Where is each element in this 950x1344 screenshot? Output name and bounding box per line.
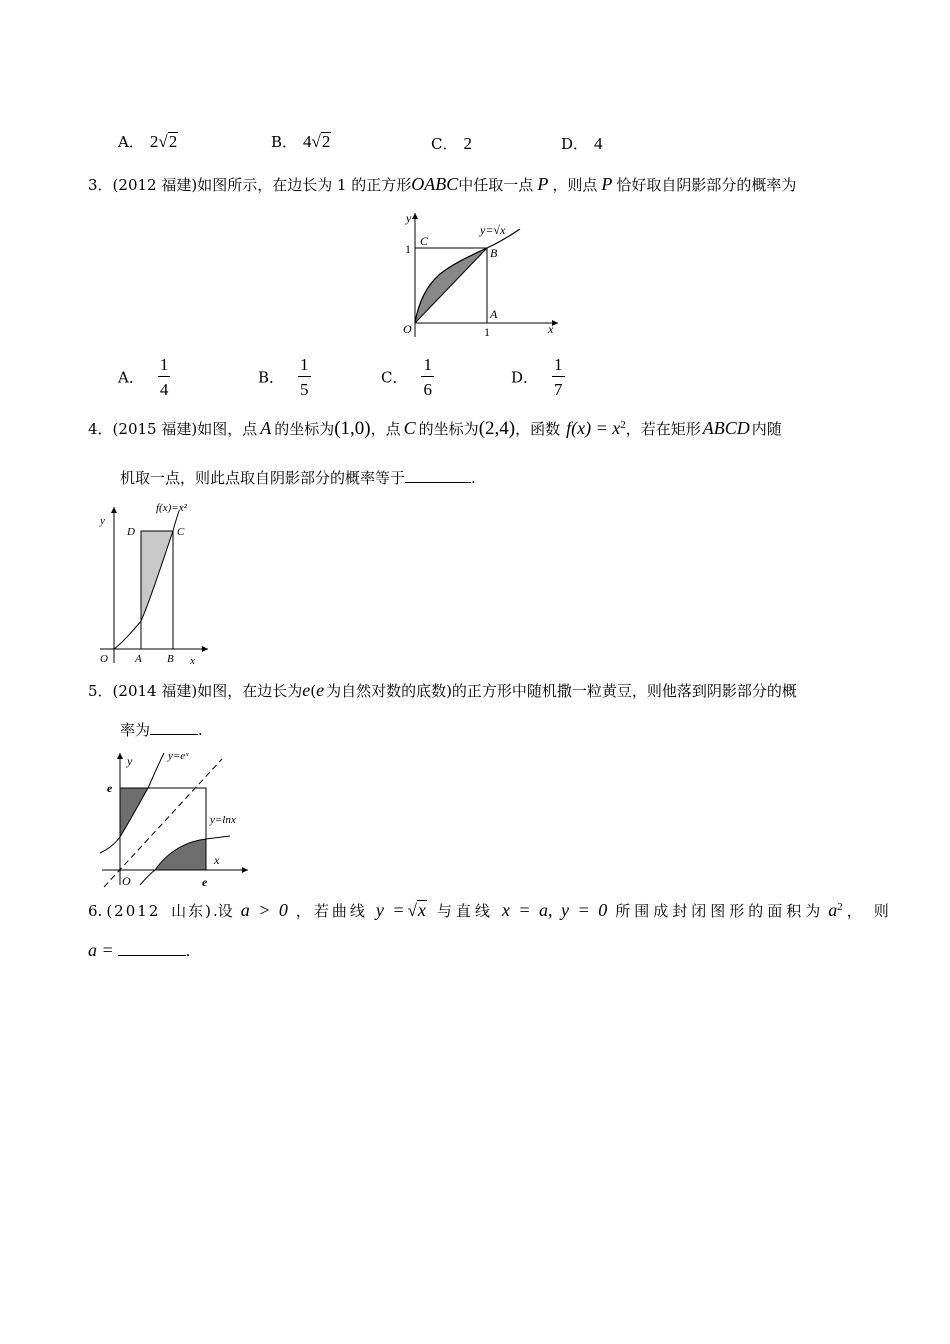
exp-curve-label: y=eˣ [168, 750, 189, 762]
q2-option-a: A． 2√2 [118, 132, 178, 151]
x-one-label: 1 [484, 325, 490, 339]
q5-text-line2: 率为 . [120, 721, 203, 739]
q5-answer-blank [150, 734, 198, 735]
curve-label: f(x)=x² [156, 502, 187, 514]
y-label: y [127, 754, 133, 768]
q3-figure [380, 205, 570, 340]
y-label: y [100, 515, 105, 527]
q3-option-b: B． $\frac{1}{5}$ [258, 355, 309, 399]
q3-option-d: D． $\frac{1}{7}$ [511, 355, 563, 399]
q4-answer-blank [405, 482, 471, 483]
y-one-label: 1 [405, 242, 411, 256]
x-label: x [548, 322, 554, 336]
q5-figure [96, 745, 256, 890]
q4-text-line2: 机取一点，则此点取自阴影部分的概率等于 . [120, 469, 476, 487]
origin-label: O [100, 653, 108, 665]
x-axis-arrow-icon [242, 867, 248, 873]
ln-curve-label: y=lnx [210, 814, 236, 826]
q3-option-a: A． $\frac{1}{4}$ [118, 355, 169, 399]
q4-text-line1: 4．(2015 福建)如图，点 A 的坐标为(1,0)，点 C 的坐标为(2,4)，函数 $f(x) = x^2$，若在矩形 ABCD 内随 [88, 418, 782, 439]
point-c-label: C [420, 234, 429, 248]
x-label: x [190, 655, 195, 667]
origin-label: O [122, 874, 131, 888]
y-axis-arrow-icon [117, 753, 123, 759]
q6-text-line2: a = . [88, 940, 191, 960]
point-c-label: C [177, 526, 185, 538]
shaded-region-lower [155, 839, 206, 870]
q2-option-c: C． 2 [431, 134, 472, 153]
q5-text-line1: 5．(2014 福建)如图，在边长为e(e 为自然对数的底数)的正方形中随机撒一粒黄豆，则他落到阴影部分的概 [88, 680, 797, 700]
point-d-label: D [127, 526, 135, 538]
origin-label: O [403, 322, 412, 336]
y-label: y [406, 211, 412, 225]
diagonal-ob [415, 248, 487, 323]
sqrt-curve [415, 229, 520, 323]
q3-text: 3．(2012 福建)如图所示，在边长为 1 的正方形OABC中任取一点 P ，则点 P 恰好取自阴影部分的概率为 [88, 174, 797, 194]
q3-option-c: C． $\frac{1}{6}$ [381, 355, 432, 399]
q6-answer-blank [118, 955, 186, 956]
point-b-label: B [490, 246, 498, 260]
point-a-label: A [490, 307, 498, 321]
e-y-label: e [107, 781, 113, 795]
e-x-label: e [202, 875, 208, 889]
y-axis-arrow-icon [412, 213, 418, 219]
point-b-label: B [167, 653, 174, 665]
q6-text-line1: 6. (2012 山东).设 a > 0 ，若曲线 y = √x 与直线 x = a, y = 0 所围成封闭图形的面积为 $a^2$ ，则 [88, 900, 901, 920]
x-label: x [214, 853, 220, 867]
q2-option-b: B． 4√2 [271, 132, 331, 151]
y-axis-arrow-icon [111, 507, 117, 513]
point-a-label: A [135, 653, 142, 665]
q2-option-d: D． 4 [561, 134, 603, 153]
x-axis-arrow-icon [202, 646, 208, 652]
q4-figure [90, 497, 215, 670]
curve-label: y=√x [480, 223, 506, 237]
